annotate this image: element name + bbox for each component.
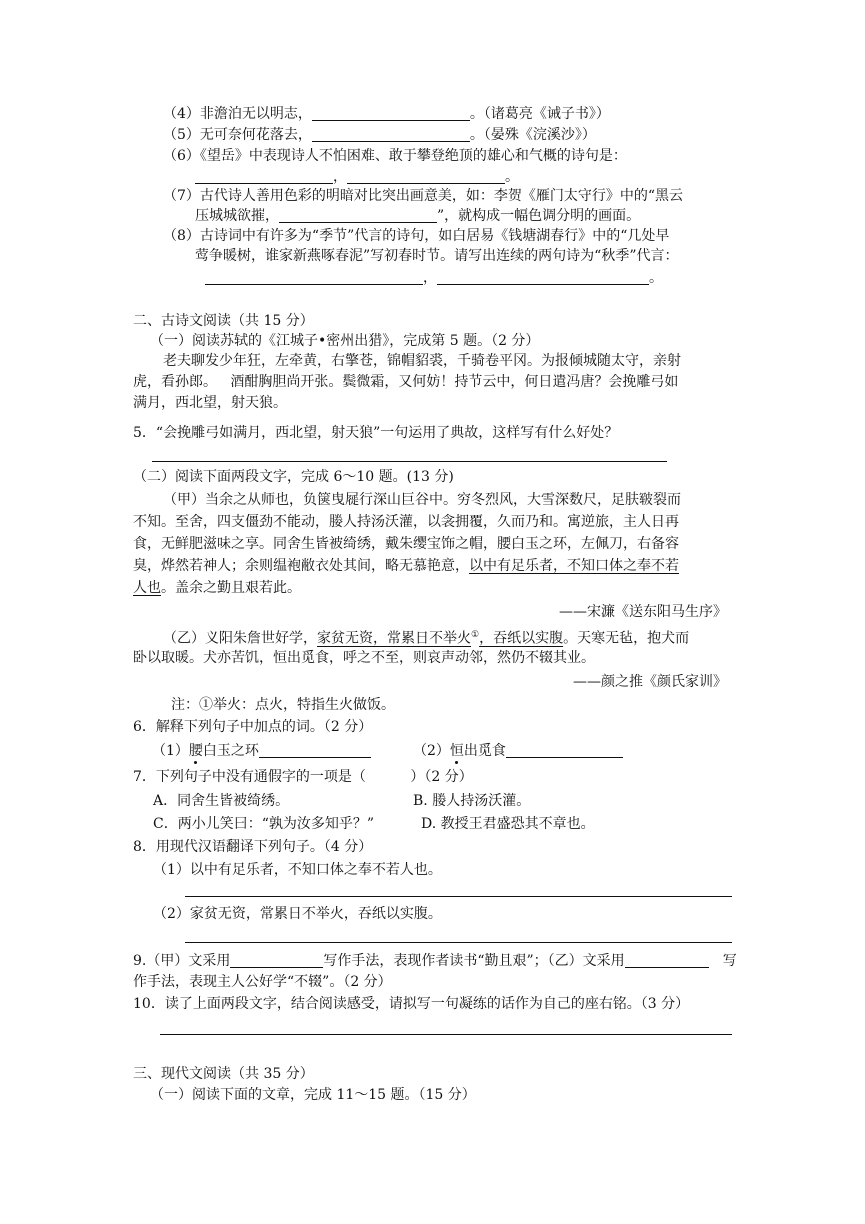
passage-jia-line-3: 食，无鲜肥滋味之享。同舍生皆被绮绣，戴朱缨宝饰之帽，腰白玉之环，左佩刀，右备容 bbox=[133, 536, 679, 552]
question-6-verse: （6）《望岳》中表现诗人不怕困难、敢于攀登绝顶的雄心和气概的诗句是： bbox=[163, 148, 627, 164]
poem-line-1: 老夫聊发少年狂，左牵黄，右擎苍，锦帽貂裘，千骑卷平冈。为报倾城随太守，亲射 bbox=[163, 353, 681, 369]
passage-yi-line-2: 卧以取暖。犬亦苦饥，恒出觅食，呼之不至，则哀声动邻，然仍不辍其业。 bbox=[133, 650, 595, 666]
question-7-option-d[interactable]: D. 教授王君盛恐其不章也。 bbox=[421, 816, 595, 832]
section-3-part-1-intro: （一）阅读下面的文章，完成 11～15 题。（15 分） bbox=[150, 1087, 476, 1103]
answer-line-q8-1[interactable] bbox=[185, 896, 732, 897]
passage-yi-line-1: （乙）义阳朱詹世好学，家贫无资，常累日不举火①，吞纸以实腹。天寒无毡，抱犬而 bbox=[163, 630, 690, 647]
part-1-intro: （一）阅读苏轼的《江城子•密州出猎》，完成第 5 题。（2 分） bbox=[150, 333, 540, 349]
question-7: 7．下列句子中没有通假字的一项是（ ）（2 分） bbox=[133, 769, 473, 785]
footnote-mark: ① bbox=[471, 630, 480, 640]
dotted-word-yao: 腰 bbox=[188, 743, 203, 759]
question-7-option-c[interactable]: C．两小儿笑曰：“孰为汝多知乎？” bbox=[153, 816, 375, 832]
passage-jia-line-2: 不知。至舍，四支僵劲不能动，媵人持汤沃灌，以衾拥覆，久而乃和。寓逆旅，主人日再 bbox=[133, 514, 679, 530]
question-6-item-2: （2）恒出觅食 bbox=[413, 741, 623, 761]
underlined-sentence-yi-2: ，吞纸以实腹 bbox=[479, 630, 564, 647]
poem-line-2: 虎，看孙郎。 酒酣胸胆尚开张。鬓微霜，又何妨！持节云中，何日遣冯唐？会挽雕弓如 bbox=[133, 374, 679, 390]
question-4: （4）非澹泊无以明志， 。（诸葛亮《诫子书》） bbox=[163, 106, 610, 122]
answer-blank-q6-b[interactable] bbox=[347, 167, 505, 184]
question-5-verse: （5）无可奈何花落去， 。（晏殊《浣溪沙》） bbox=[163, 127, 596, 143]
answer-blank-q5-verse[interactable] bbox=[312, 125, 470, 142]
question-9-line-2: 作手法，表现主人公好学“不辍”。（2 分） bbox=[133, 974, 392, 990]
passage-jia-line-5: 人也。盖余之勤且艰若此。 bbox=[133, 580, 301, 596]
question-8-verse: （8）古诗词中有许多为“季节”代言的诗句，如白居易《钱塘湖春行》中的“几处早 bbox=[163, 228, 670, 244]
passage-jia-line-1: （甲）当余之从师也，负箧曳屣行深山巨谷中。穷冬烈风，大雪深数尺，足肤皲裂而 bbox=[163, 492, 681, 508]
passage-jia-line-4: 臭，烨然若神人；余则缊袍敝衣处其间，略无慕艳意，以中有足乐者，不知口体之奉不若 bbox=[133, 558, 679, 574]
passage-yi-source: ——颜之推《颜氏家训》 bbox=[573, 674, 727, 690]
underlined-sentence-yi: 家贫无资，常累日不举火 bbox=[317, 630, 471, 647]
question-8-item-2: （2）家贫无资，常累日不举火，吞纸以实腹。 bbox=[153, 906, 442, 922]
answer-blank-q9-jia[interactable] bbox=[230, 951, 323, 968]
answer-blank-q6-a[interactable] bbox=[195, 167, 333, 184]
section-3-heading: 三、现代文阅读（共 35 分） bbox=[133, 1066, 314, 1082]
answer-blank-q6-2[interactable] bbox=[506, 741, 623, 758]
poem-line-3: 满月，西北望，射天狼。 bbox=[133, 395, 287, 411]
question-8-line2: 莺争暖树，谁家新燕啄春泥”写初春时节。请写出连续的两句诗为“秋季”代言： bbox=[195, 248, 679, 264]
underlined-sentence: 以中有足乐者，不知口体之奉不若 bbox=[469, 558, 679, 574]
dotted-word-heng: 恒 bbox=[449, 743, 464, 759]
answer-blank-q7-verse[interactable] bbox=[279, 206, 437, 223]
answer-blank-q9-yi[interactable] bbox=[625, 951, 709, 968]
question-10: 10．读了上面两段文字，结合阅读感受，请拟写一句凝练的话作为自己的座右铭。（3 分） bbox=[133, 996, 690, 1012]
passage-jia-source: ——宋濂《送东阳马生序》 bbox=[559, 604, 727, 620]
question-7-option-a[interactable]: A．同舍生皆被绮绣。 bbox=[153, 793, 290, 809]
footnote: 注：①举火：点火，特指生火做饭。 bbox=[171, 697, 395, 713]
question-8-item-1: （1）以中有足乐者，不知口体之奉不若人也。 bbox=[153, 862, 442, 878]
question-5-allusion: 5．“会挽雕弓如满月，西北望，射天狼”一句运用了典故，这样写有什么好处？ bbox=[133, 425, 619, 441]
answer-blank-q8-b[interactable] bbox=[437, 268, 649, 285]
section-2-heading: 二、古诗文阅读（共 15 分） bbox=[133, 313, 314, 329]
question-7-option-b[interactable]: B. 媵人持汤沃灌。 bbox=[413, 793, 531, 809]
question-9: 9.（甲）文采用 写作手法，表现作者读书“勤且艰”；（乙）文采用 写 bbox=[133, 953, 737, 969]
question-8-answer-line: ， 。 bbox=[205, 268, 663, 288]
answer-blank-q4[interactable] bbox=[312, 104, 470, 121]
answer-line-q8-2[interactable] bbox=[185, 942, 732, 943]
question-6-answer-line: ， 。 bbox=[195, 167, 519, 187]
underlined-sentence-end: 人也 bbox=[133, 580, 161, 596]
question-6: 6．解释下列句子中加点的词。（2 分） bbox=[133, 719, 373, 735]
answer-line-q5[interactable] bbox=[152, 461, 667, 462]
question-6-item-1: （1）腰白玉之环 bbox=[152, 741, 371, 761]
question-7-verse: （7）古代诗人善用色彩的明暗对比突出画意美，如：李贺《雁门太守行》中的“黑云 bbox=[163, 188, 684, 204]
answer-blank-q6-1[interactable] bbox=[259, 741, 371, 758]
question-8: 8．用现代汉语翻译下列句子。（4 分） bbox=[133, 839, 373, 855]
answer-line-q10[interactable] bbox=[160, 1034, 732, 1035]
part-2-intro: （二）阅读下面两段文字，完成 6～10 题。(13 分) bbox=[133, 469, 454, 485]
answer-blank-q8-a[interactable] bbox=[205, 268, 423, 285]
question-7-line2: 压城城欲摧， ”，就构成一幅色调分明的画面。 bbox=[195, 208, 641, 224]
